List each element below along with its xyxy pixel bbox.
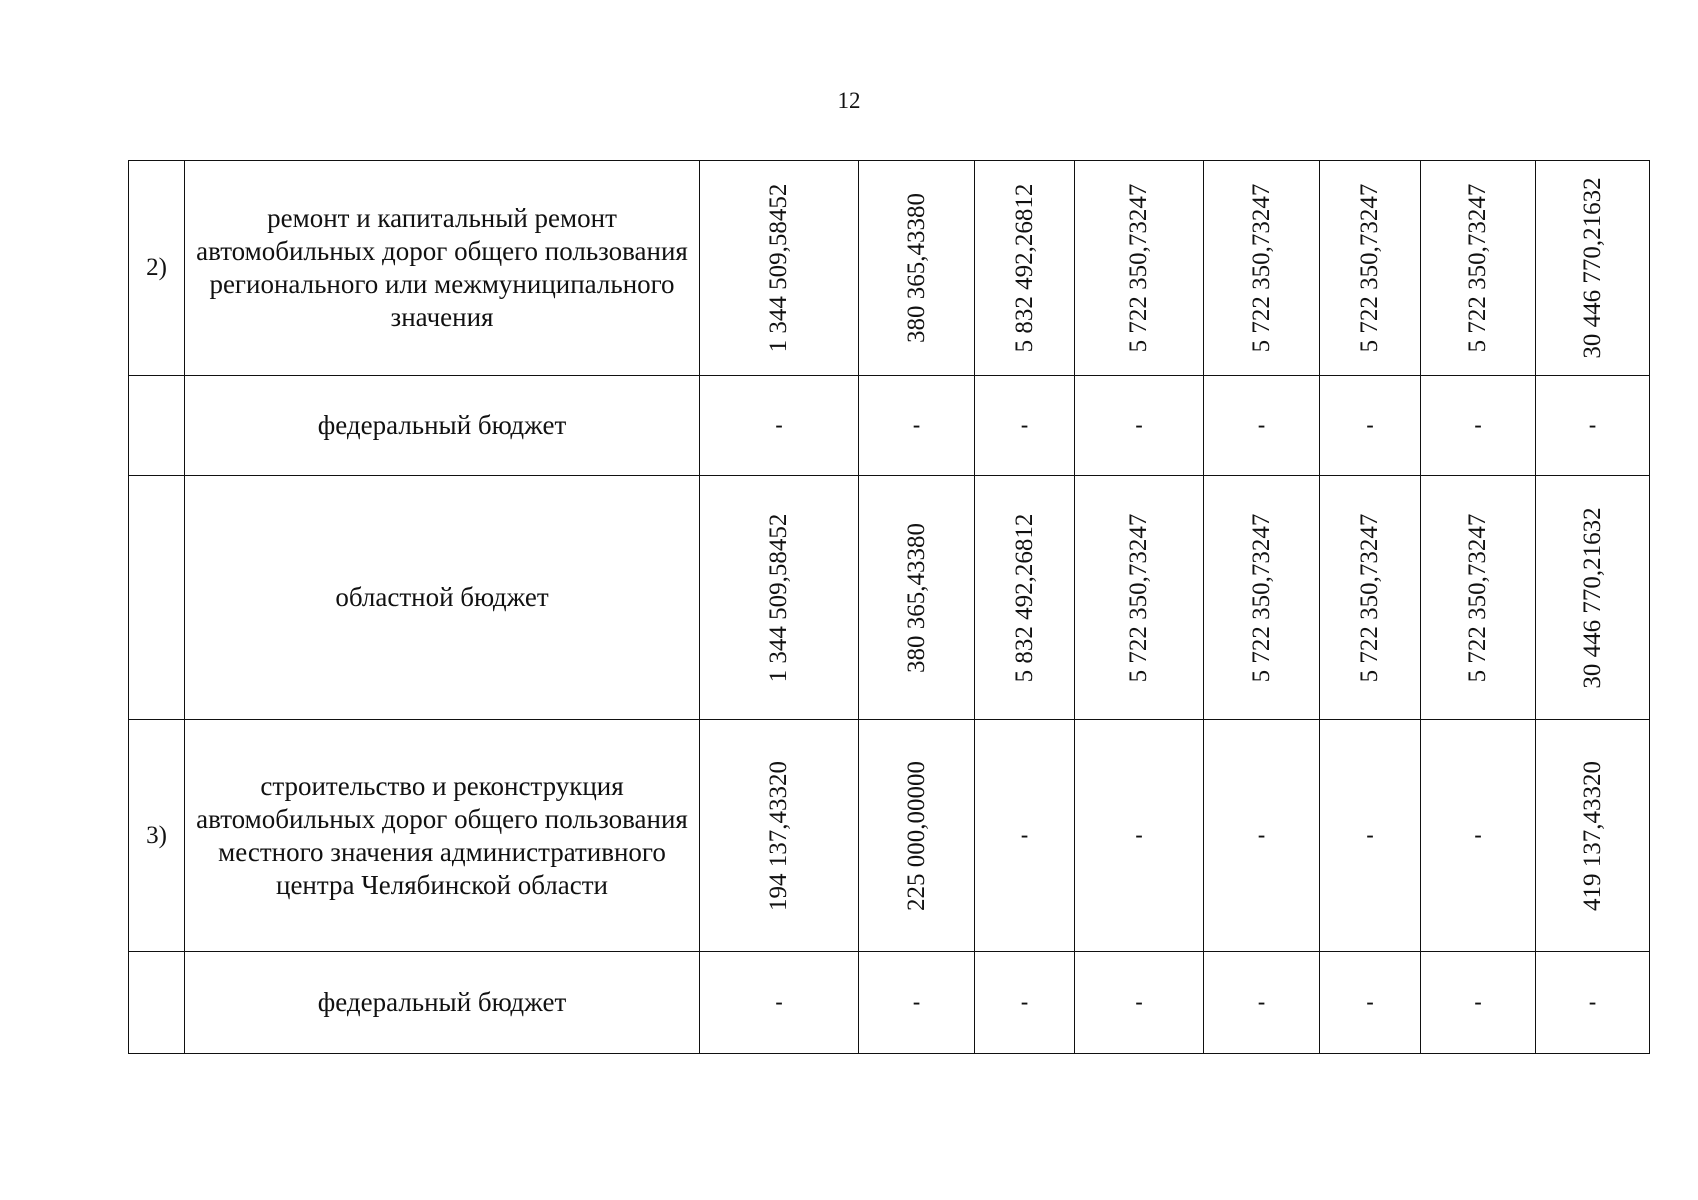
value-text: 5 832 492,26812 [1010, 513, 1038, 682]
value-text: 5 722 350,73247 [1125, 183, 1152, 353]
value-text: 380 365,43380 [902, 522, 930, 673]
value-cell [1204, 476, 1320, 720]
value-cell [1075, 720, 1204, 952]
row-title: областной бюджет [185, 476, 700, 720]
value-cell [1075, 952, 1204, 1054]
total-text: 30 446 770,21632 [1578, 506, 1606, 689]
table-row [129, 952, 1650, 1054]
row-number [129, 476, 185, 720]
dash-mark: - [1135, 989, 1143, 1014]
value-cell [700, 161, 859, 376]
dash-mark: - [1474, 412, 1482, 437]
value-cell [1075, 476, 1204, 720]
row-title: федеральный бюджет [185, 952, 700, 1054]
row-title: федеральный бюджет [185, 376, 700, 476]
value-cell [1075, 376, 1204, 476]
value-cell [859, 376, 975, 476]
value-cell [975, 376, 1075, 476]
value-text: 5 722 350,73247 [1247, 513, 1275, 682]
value-cell [1320, 376, 1421, 476]
table-row [129, 161, 1650, 376]
value-cell [975, 161, 1075, 376]
value-cell [1075, 161, 1204, 376]
dash-mark: - [912, 989, 921, 1014]
dash-mark: - [1020, 989, 1029, 1014]
dash-mark: - [775, 989, 783, 1014]
value-cell [1204, 376, 1320, 476]
page-number: 12 [837, 88, 861, 113]
value-cell [1204, 161, 1320, 376]
dash-mark: - [1588, 412, 1597, 437]
row-number [129, 376, 185, 476]
value-cell [700, 720, 859, 952]
dash-mark: - [1366, 989, 1374, 1014]
dash-mark: - [1257, 412, 1266, 437]
row-number: 3) [129, 720, 185, 952]
budget-table [128, 160, 1650, 1054]
value-cell [975, 720, 1075, 952]
value-cell [859, 476, 975, 720]
value-cell [1204, 720, 1320, 952]
value-text: 5 722 350,73247 [1356, 513, 1383, 682]
value-cell [1320, 720, 1421, 952]
dash-mark: - [775, 412, 783, 437]
value-cell [859, 952, 975, 1054]
table-row [129, 720, 1650, 952]
value-text: 5 722 350,73247 [1125, 513, 1152, 682]
total-cell [1536, 161, 1650, 376]
dash-mark: - [1474, 822, 1482, 847]
dash-mark: - [1588, 989, 1597, 1014]
value-text: 1 344 509,58452 [765, 513, 792, 682]
value-cell [700, 376, 859, 476]
value-cell [1204, 952, 1320, 1054]
total-cell [1536, 476, 1650, 720]
value-cell [1421, 376, 1536, 476]
dash-mark: - [1257, 989, 1266, 1014]
dash-mark: - [1474, 989, 1482, 1014]
table-row [129, 376, 1650, 476]
value-cell [859, 720, 975, 952]
value-cell [859, 161, 975, 376]
table-row [129, 476, 1650, 720]
value-cell [1320, 476, 1421, 720]
value-cell [975, 952, 1075, 1054]
value-text: 5 832 492,26812 [1010, 183, 1038, 353]
value-text: 194 137,43320 [765, 760, 792, 911]
value-cell [1421, 476, 1536, 720]
value-text: 5 722 350,73247 [1356, 183, 1383, 353]
value-cell [975, 476, 1075, 720]
value-cell [700, 476, 859, 720]
dash-mark: - [1366, 412, 1374, 437]
total-text: 419 137,43320 [1578, 760, 1606, 911]
value-text: 5 722 350,73247 [1464, 513, 1491, 682]
total-cell [1536, 720, 1650, 952]
row-number: 2) [129, 161, 185, 376]
dash-mark: - [1135, 412, 1143, 437]
value-text: 380 365,43380 [902, 193, 930, 343]
total-text: 30 446 770,21632 [1578, 177, 1606, 359]
value-cell [1421, 952, 1536, 1054]
value-cell [700, 952, 859, 1054]
value-cell [1320, 952, 1421, 1054]
value-text: 225 000,00000 [902, 760, 930, 911]
value-text: 5 722 350,73247 [1464, 183, 1491, 353]
value-cell [1421, 161, 1536, 376]
dash-mark: - [1366, 822, 1374, 847]
total-cell [1536, 952, 1650, 1054]
row-number [129, 952, 185, 1054]
row-title: строительство и реконструкция автомобильных дорог общего пользования местного значения административного центра Челябинской области [185, 720, 700, 952]
row-title: ремонт и капитальный ремонт автомобильных дорог общего пользования регионального или межмуниципального значения [185, 161, 700, 376]
value-cell [1320, 161, 1421, 376]
dash-mark: - [1020, 822, 1029, 847]
value-text: 5 722 350,73247 [1247, 183, 1275, 353]
dash-mark: - [1020, 412, 1029, 437]
dash-mark: - [912, 412, 921, 437]
total-cell [1536, 376, 1650, 476]
value-text: 1 344 509,58452 [765, 183, 792, 353]
dash-mark: - [1135, 822, 1143, 847]
dash-mark: - [1257, 822, 1266, 847]
value-cell [1421, 720, 1536, 952]
